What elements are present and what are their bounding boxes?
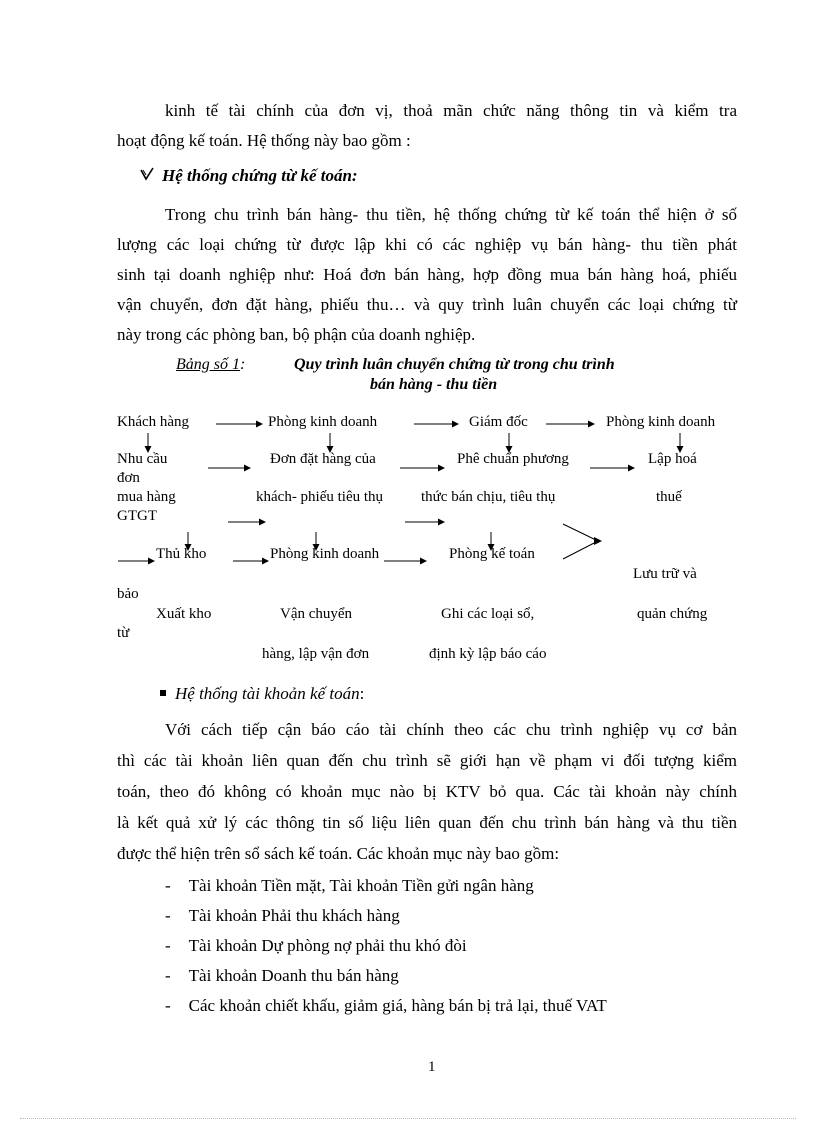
flow-invoice-c: GTGT [117, 508, 157, 524]
flow-storage-c: quản chứng [637, 606, 708, 622]
flow-approve-b: thức bán chịu, tiêu thụ [421, 489, 556, 505]
section1-heading: Hệ thống chứng từ kế toán: [140, 166, 358, 186]
section2-para-line-1: Với cách tiếp cận báo cáo tài chính theo các chu trình nghiệp vụ cơ bản [165, 720, 737, 739]
flow-export: Xuất kho [156, 606, 212, 622]
flow-record-b: định kỳ lập báo cáo [429, 646, 547, 662]
section2-heading: Hệ thống tài khoản kế toán: [160, 684, 364, 704]
arrow-conv-2 [563, 541, 598, 559]
flow-need-b: đơn [117, 470, 140, 486]
page-number: 1 [428, 1059, 436, 1075]
square-bullet-icon [160, 690, 166, 696]
flow-customer: Khách hàng [117, 414, 190, 430]
section1-para-line-2: lượng các loại chứng từ được lập khi có các nghiệp vụ bán hàng- thu tiền phát [117, 235, 737, 254]
flow-transport: Vận chuyển [280, 606, 353, 622]
table-caption-title-1: Quy trình luân chuyển chứng từ trong chu trình [294, 356, 615, 373]
section2-para-line-4: là kết quả xử lý các thông tin số liệu liên quan đến chu trình bán hàng và thu tiền [117, 813, 737, 832]
intro-line-1: kinh tế tài chính của đơn vị, thoả mãn chức năng thông tin và kiểm tra [165, 101, 737, 120]
list-item: - Tài khoản Phải thu khách hàng [165, 906, 400, 925]
flow-buy: mua hàng [117, 489, 176, 505]
flow-record: Ghi các loại sổ, [441, 606, 535, 622]
flow-storage-d: từ [117, 625, 130, 641]
list-item: - Các khoản chiết khấu, giảm giá, hàng bán bị trả lại, thuế VAT [165, 996, 607, 1015]
section1-para-line-1: Trong chu trình bán hàng- thu tiền, hệ thống chứng từ kế toán thể hiện ở số [165, 205, 737, 224]
list-item: - Tài khoản Tiền mặt, Tài khoản Tiền gửi ngân hàng [165, 876, 534, 895]
section2-para-line-5: được thể hiện trên sổ sách kế toán. Các khoản mục này bao gồm: [117, 844, 560, 863]
table-caption-label: Bảng số 1: [176, 356, 246, 373]
section2-para-line-3: toán, theo đó không có khoản mục nào bị KTV bỏ qua. Các tài khoản này chính [117, 782, 737, 801]
section1-para-line-4: vận chuyển, đơn đặt hàng, phiếu thu… và quy trình luân chuyển các loại chứng từ [117, 295, 737, 314]
flow-need: Nhu cầu [117, 451, 168, 467]
list-item: - Tài khoản Dự phòng nợ phải thu khó đòi [165, 936, 467, 955]
intro-line-2: hoạt động kế toán. Hệ thống này bao gồm : [117, 131, 411, 150]
flow-storage: Lưu trữ và [633, 566, 697, 582]
table-caption-title-2: bán hàng - thu tiền [370, 376, 498, 393]
flow-order-b: khách- phiếu tiêu thụ [256, 489, 384, 505]
list-item: - Tài khoản Doanh thu bán hàng [165, 966, 399, 985]
flow-sales-dept-1: Phòng kinh doanh [268, 414, 378, 430]
flow-transport-b: hàng, lập vận đơn [262, 646, 370, 662]
flow-order: Đơn đặt hàng của [270, 451, 376, 467]
flow-approve: Phê chuẩn phương [457, 451, 569, 467]
flow-director: Giám đốc [469, 414, 528, 430]
flow-invoice-b: thuế [656, 489, 682, 505]
flow-sales-dept-2: Phòng kinh doanh [606, 414, 716, 430]
flow-sales-dept-3: Phòng kinh doanh [270, 546, 380, 562]
arrow-conv-1 [563, 524, 598, 541]
section1-para-line-5: này trong các phòng ban, bộ phận của doanh nghiệp. [117, 325, 476, 344]
flow-storage-b: bảo [117, 586, 139, 602]
flow-invoice: Lập hoá [648, 451, 697, 467]
flow-accounting: Phòng kế toán [449, 546, 535, 562]
page-footer-divider [20, 1118, 796, 1119]
flow-warehouse: Thủ kho [156, 546, 207, 562]
section1-para-line-3: sinh tại doanh nghiệp như: Hoá đơn bán hàng, hợp đồng mua bán hàng hoá, phiếu [117, 265, 737, 284]
section2-para-line-2: thì các tài khoản liên quan đến chu trình sẽ giới hạn về phạm vi đối tượng kiểm [117, 751, 737, 770]
arrow-conv-head [594, 537, 602, 545]
